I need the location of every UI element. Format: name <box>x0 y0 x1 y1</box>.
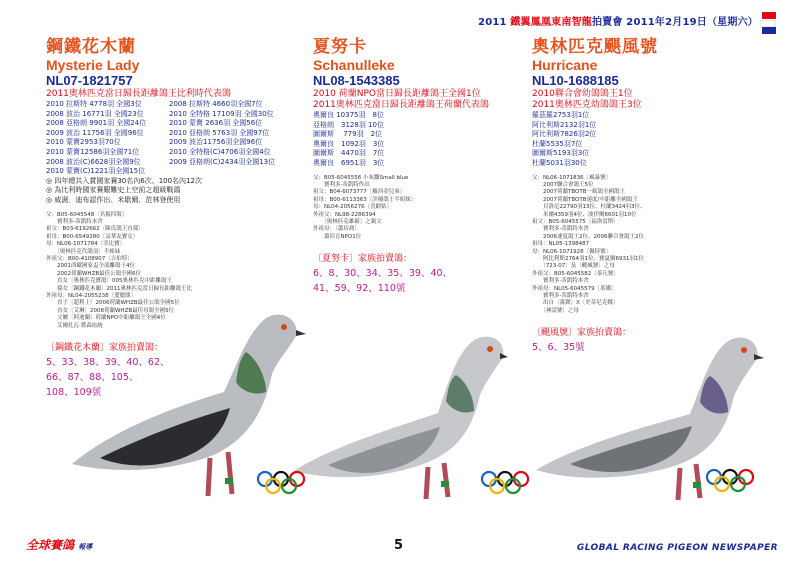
bird-name-en: Schanulleke <box>313 57 395 73</box>
result-line: 2008 波治 16771羽 全國23位 <box>46 109 144 118</box>
pedigree-line: 蕭培育NPO1位 <box>313 233 362 240</box>
footer-newspaper-name: GLOBAL RACING PIGEON NEWSPAPER <box>576 543 778 553</box>
pedigree-line: 米爾4359羽4位、波伊爾6601羽10位 <box>532 211 637 218</box>
pedigree-line: 寶利多·蒂凱特本舍 <box>46 218 103 225</box>
highlight-line: 2011奧林匹克當日歸長距離鴿王荷蘭代表鴿 <box>313 100 489 110</box>
highlight-line: 2010 荷蘭NPO當日歸長距離鴿王全國1位 <box>313 89 481 99</box>
family-lots-line: 6、8、30、34、35、39、40、 <box>313 268 453 280</box>
bird-name-zh: 奧林匹克颶風號 <box>532 37 658 57</box>
pedigree-line: 2002荷蘭WHZB最佳公鴿全國6位 <box>46 270 142 277</box>
pedigree-line: 寶利多·蒂凱特本舍 <box>532 278 589 285</box>
footer-brand: 全球賽鴿 <box>26 538 75 552</box>
pedigree-line: 2007荷蘭TBOTB速度/中距離全國鴿王 <box>532 196 638 203</box>
result-line: 2009 波治11756羽全國96位 <box>169 138 263 147</box>
result-line: 羅茲羅2753羽1位 <box>532 111 590 119</box>
pedigree-line: 2001西歐國家盃全部離鴿王4位 <box>46 263 135 270</box>
result-line: 圖爾斯 4470羽 7位 <box>313 149 385 158</box>
result-line: 2010 全特格 17109羽 全國30位 <box>169 109 274 118</box>
results-list <box>46 100 286 177</box>
pedigree-line: 父：B05-6045556 小灰雛Small blue <box>313 174 409 181</box>
pedigree-line: 孫女〔鋼鐵花木蘭〕2011奧林匹克當日歸長距離鴿王比 <box>46 285 192 292</box>
pedigree-line: 父：NL06-1071836〔風暴號〕 <box>532 174 612 181</box>
pedigree-line: 外祖父：B00-4108907〔吉伯特〕 <box>46 255 133 262</box>
note-line: ◎ 四年總共入賞國家賽30名內6次、100名內12次 <box>46 176 202 185</box>
pedigree-line: 直女〔奧林匹克寶鴿〕005奧林匹克中距離鴿王 <box>46 278 172 285</box>
result-line: 2008 波治(C)6628羽全國9位 <box>46 157 141 166</box>
note-line: ◎ 為比利時國家賽艱難史上空前之超級戰鴿 <box>46 186 181 195</box>
page-number: 5 <box>394 538 404 553</box>
result-line: 2010 拉斯特 4778羽 全國3位 <box>46 100 142 108</box>
header-year: 2011 <box>478 17 507 28</box>
pedigree-line: 外祖母：NL05-6045579〔茶娜〕 <box>532 285 617 292</box>
pedigree-line: 祖母：NL05-1398487 <box>532 241 590 248</box>
flag-stripe-red <box>762 12 776 19</box>
flag-stripe-blue <box>762 27 776 34</box>
footer-brand-logo <box>26 536 92 553</box>
pedigree-line: 2007聯合會鴿王5位 <box>532 181 594 188</box>
pedigree-line: 2007荷蘭TBOTB一級鴿全國鴿王 <box>532 189 625 196</box>
result-line: 奧爾良 1092羽 3位 <box>313 139 385 148</box>
pedigree-line: 外祖父：NL98-2286394 <box>313 211 376 218</box>
pedigree-line: 阿比利斯2764羽1位、賽夏爾6931羽1位 <box>532 256 644 263</box>
pedigree-line: 母：NL06-1071928〔佩特號〕 <box>532 248 612 255</box>
result-line: 奧爾良 6951羽 3位 <box>313 158 385 167</box>
header-event: 鐵翼鳳凰 <box>510 17 552 28</box>
result-line: 2008 亞格朗 9901羽 全國24位 <box>46 119 147 128</box>
bird-name-en: Hurricane <box>532 57 598 73</box>
header-date: 2011年2月19日（星期六） <box>626 17 758 28</box>
result-line: 圖爾斯5193羽3位 <box>532 149 590 158</box>
result-line: 2010 蒙寶(C)1221羽全國15位 <box>46 167 146 176</box>
results-list <box>532 111 767 169</box>
ring-number: NL07-1821757 <box>46 73 133 88</box>
ring-number: NL08-1543385 <box>313 73 400 88</box>
result-line: 奧爾良 10375羽 8位 <box>313 111 384 119</box>
olympic-rings-icon <box>256 470 306 496</box>
pedigree-line: 父屬〔阿迪蘭〕荷蘭NPO中距離鴿王全國4位 <box>46 315 166 322</box>
result-line: 2009 亞格朗(C)2434羽全國13位 <box>169 157 276 166</box>
family-lots-line: 108、109號 <box>46 387 102 399</box>
pedigree-line: 外祖母：〔蕭培裔〕 <box>313 226 360 233</box>
header-event2: 東南智龍 <box>551 17 592 28</box>
result-line: 杜蘭5535羽7位 <box>532 139 583 148</box>
family-lots-line: 66、87、88、105、 <box>46 372 139 384</box>
bird-name-en: Mysterie Lady <box>46 57 140 73</box>
family-lots-title: 〔夏努卡〕家族拍賣鴿： <box>313 254 413 265</box>
pedigree-line: 直女〔艾琳〕2008荷蘭WHZB最佳母鴿全國5位 <box>46 307 175 314</box>
result-line: 2008 拉斯特 4660羽全國7位 <box>169 100 263 108</box>
pedigree-block <box>532 175 767 316</box>
olympic-rings-icon <box>705 468 755 494</box>
result-line: 2010 亞格朗 5763羽 全國97位 <box>169 128 270 137</box>
pedigree-line: 〔723-07〕及〔颶風號〕之母 <box>532 263 615 270</box>
olympic-rings-icon <box>480 470 530 496</box>
pedigree-line: 寶利多·蒂凱特本舍 <box>532 293 589 300</box>
highlight-line: 2010聯合會幼鴿鴿王1位 <box>532 89 633 99</box>
pedigree-line: 祖母：B00-6549280〔益華友寶女〕 <box>46 233 139 240</box>
result-line: 2009 波治 11756羽 全國96位 <box>46 128 144 137</box>
pedigree-line: 祖父：B03-6192662〔陳氏鴿王直孫〕 <box>46 226 144 233</box>
pedigree-line: 寶利多·蒂凱特作出 <box>313 181 370 188</box>
pedigree-line: 母：NL06-1071784〔亞比寶〕 <box>46 241 126 248</box>
result-line: 亞格朗 3128羽 10位 <box>313 120 384 129</box>
footer-brand-sub: 報導 <box>78 543 93 551</box>
pedigree-line: 祖父：B04-6073777〔羅西金兒弟〕 <box>313 189 406 196</box>
result-line: 圖爾斯 779羽 2位 <box>313 130 383 139</box>
pedigree-block <box>313 175 528 242</box>
family-lots-line: 5、33、38、39、40、62、 <box>46 357 170 369</box>
highlight-line: 2011奧林匹克幼鴿鴿王3位 <box>532 100 642 110</box>
ring-number: NL10-1688185 <box>532 73 619 88</box>
bird-name-zh: 鋼鐵花木蘭 <box>46 37 136 57</box>
pedigree-line: 〔奧林匹克代鴿羽〕半姊妹 <box>46 248 121 255</box>
pedigree-line: 母：NL04-2056276〔喜緞姑〕 <box>313 204 393 211</box>
family-lots-title: 〔颶風號〕家族拍賣鴿： <box>532 328 632 339</box>
result-line: 2010 蒙寶 2636羽 全國56位 <box>169 119 263 128</box>
pedigree-line: 〔神話號〕之母 <box>532 307 579 314</box>
result-line: 阿比利斯2132羽1位 <box>532 120 597 129</box>
pedigree-line: 〔奧林匹克雄霸〕之親父 <box>313 219 382 225</box>
pedigree-line: 2006速度鴿王2位、2006聯合會鴿王2位 <box>532 233 644 240</box>
pigeon-photo-2 <box>288 305 508 505</box>
pedigree-line: 貝洛尼22790羽13位、杜蘭3424羽3位、 <box>532 204 646 211</box>
result-line: 2010 蒙寶2953羽70位 <box>46 138 121 147</box>
pedigree-line: 出自〔霧舞〕X〔史蒂尼克娜〕 <box>532 300 619 307</box>
note-line: ◎ 威濕．迪布認作出、米歇爾．范林登使用 <box>46 195 181 204</box>
pedigree-line: 寶利多·蒂凱特本舍 <box>532 226 589 233</box>
family-lots-title: 〔鋼鐵花木蘭〕家族拍賣鴿： <box>46 343 164 354</box>
page-header <box>478 13 758 28</box>
pedigree-line: 祖父：B05-6045575〔福洛雷斯〕 <box>532 219 619 225</box>
header-suffix: 拍賣會 <box>591 17 623 28</box>
pedigree-line: 直子〔超利士〕2006荷蘭WHZB最佳公鴿全國5位 <box>46 300 180 307</box>
result-line: 阿比利斯7826羽2位 <box>532 130 597 139</box>
highlight-line: 2011奧林匹克當日歸長距離鴿王比利時代表鴿 <box>46 89 231 99</box>
family-lots-line: 41、59、92、110號 <box>313 283 406 295</box>
pedigree-line: 外祖父：B05-6045582〔茶凡號〕 <box>532 270 619 277</box>
flag-stripe-white <box>760 20 776 27</box>
bird-name-zh: 夏努卡 <box>313 37 367 57</box>
pedigree-line: 艾爾扎瓦·鶯森血統 <box>46 322 103 329</box>
pedigree-line: 父：B05-6045548〔名揚四海〕 <box>46 211 128 218</box>
family-lots-line: 5、6、35號 <box>532 342 585 354</box>
pedigree-line: 祖母：B00-6113363〔評優鴿王半姐妹〕 <box>313 196 417 203</box>
bird-column-2 <box>313 38 528 296</box>
result-line: 2010 蒙寶12586羽全國71位 <box>46 147 140 156</box>
results-list <box>313 111 528 169</box>
pedigree-line: 外祖母：NL04-2055238〔愛麗絲〕 <box>46 293 137 299</box>
result-line: 2010 全特格(C)4706羽全國4位 <box>169 147 271 156</box>
bird-column-3 <box>532 38 767 355</box>
result-line: 杜蘭5031羽30位 <box>532 158 587 167</box>
